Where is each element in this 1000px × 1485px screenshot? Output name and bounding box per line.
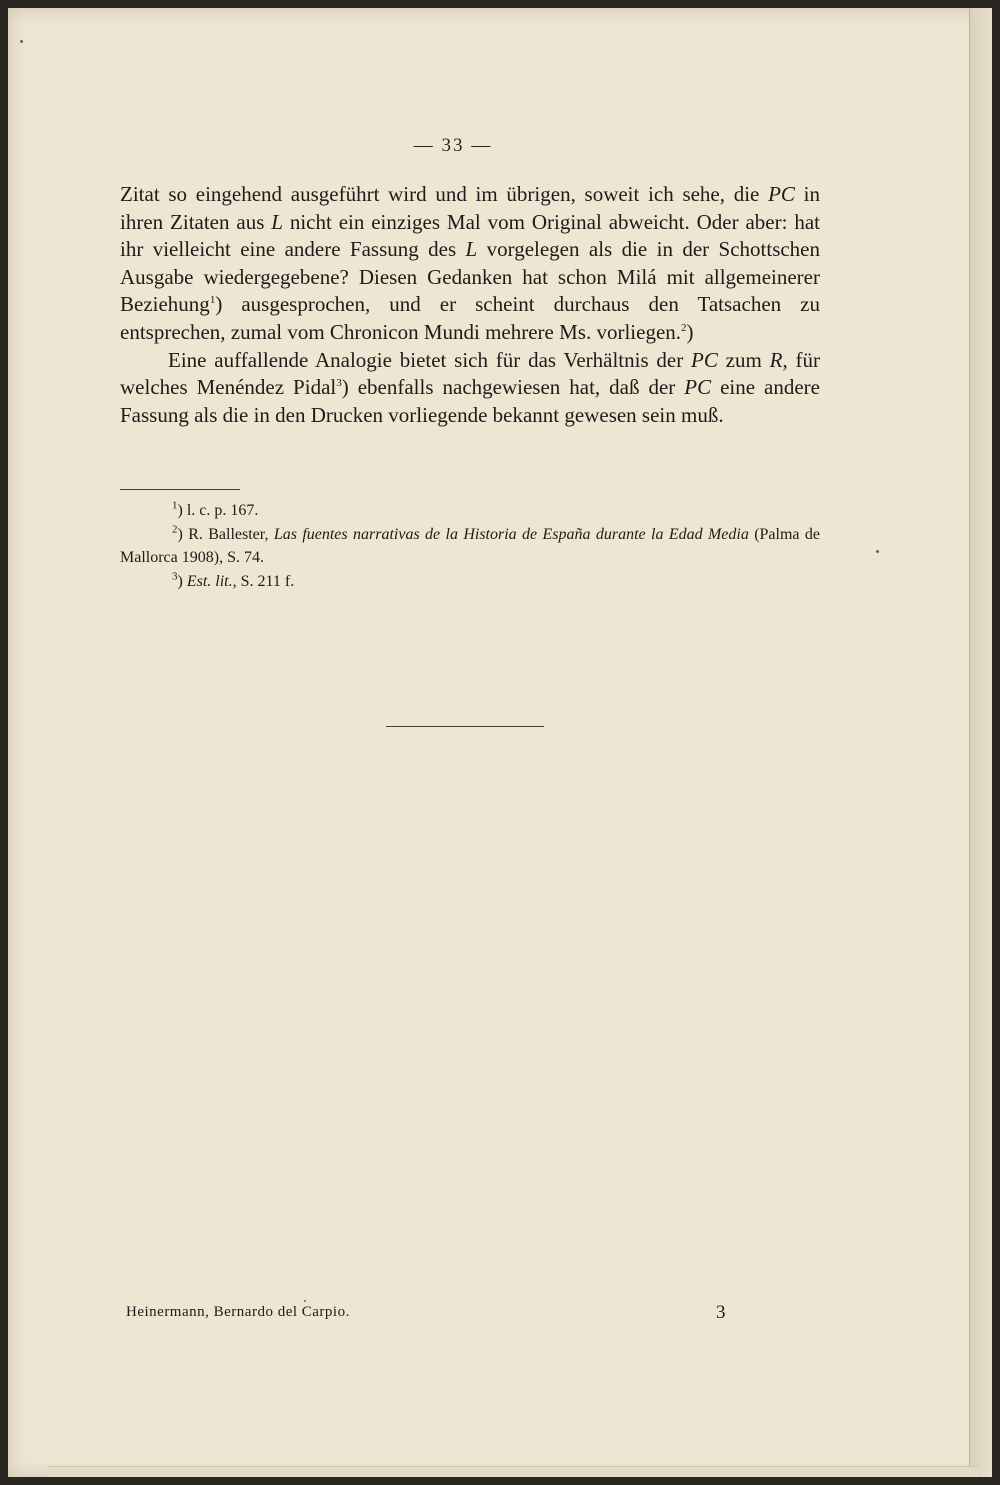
text-run: Zitat so eingehend ausgeführt wird und im übrigen, soweit ich sehe, die	[120, 182, 769, 206]
footnote-text: , S. 211 f.	[232, 572, 295, 590]
text-run: vorgelegen als die in der Schottschen Ausgabe wiedergegebene? Diesen Gedanken hat schon Milá mit allgemeinerer Beziehung	[120, 237, 821, 317]
footnote-separator	[120, 489, 240, 490]
text-run: eine andere Fassung als die in den Drucken vorliegende bekannt gewesen sein muß.	[120, 375, 820, 427]
paragraph-2	[120, 347, 820, 430]
footnote-text: ) l. c. p. 167.	[177, 502, 259, 519]
text-run: zum	[717, 347, 770, 372]
italic-run: PC	[691, 347, 718, 372]
footnote-marker: 1	[209, 294, 216, 307]
footnote-text: (Palma de Mallorca 1908), S. 74.	[120, 525, 820, 567]
footnote-2	[120, 523, 820, 570]
footnote-1	[120, 499, 820, 523]
page-number: — 33 —	[413, 135, 493, 156]
text-run: , für welches Menéndez Pidal	[120, 347, 820, 400]
italic-run: L	[271, 209, 283, 234]
body-text	[120, 181, 820, 429]
paper-speck	[304, 1300, 306, 1302]
section-end-rule	[386, 726, 544, 727]
text-run: )	[686, 319, 694, 344]
text-run: nicht ein einziges Mal vom Original abweicht. Oder aber: hat ihr vielleicht eine andere Fassung des	[120, 209, 820, 262]
footnote-number: 2	[172, 523, 178, 536]
text-run: ) ausgesprochen, und er scheint durchaus den Tatsachen zu entsprechen, zumal vom Chronicon Mundi mehrere Ms. vorliegen.	[120, 292, 820, 344]
page-edge	[969, 8, 992, 1477]
footnote-text: )	[177, 572, 187, 590]
italic-run: R	[769, 347, 783, 372]
footnote-title: Est. lit.	[186, 572, 233, 590]
text-run: Eine auffallende Analogie bietet sich für das Verhältnis der	[168, 347, 692, 372]
italic-run: PC	[684, 375, 712, 400]
footnote-number: 1	[172, 499, 178, 512]
footnote-3	[120, 570, 820, 594]
footnote-title: Las fuentes narrativas de la Historia de España durante la Edad Media	[273, 525, 749, 543]
signature-line: Heinermann, Bernardo del Carpio.	[126, 1304, 350, 1320]
italic-run: PC	[768, 182, 795, 206]
text-run: ) ebenfalls nachgewiesen hat, daß der	[341, 375, 685, 400]
footnote-marker: 3	[336, 377, 342, 390]
document-page	[8, 8, 992, 1477]
italic-run: L	[465, 237, 478, 262]
footnote-text: ) R. Ballester,	[177, 525, 274, 543]
paper-speck	[20, 40, 23, 43]
paragraph-1	[120, 181, 820, 347]
footnotes	[120, 499, 820, 593]
page-bottom-edge	[48, 1466, 978, 1477]
text-run: in ihren Zitaten aus	[120, 182, 820, 234]
paper-speck	[876, 550, 879, 553]
signature-number: 3	[716, 1302, 726, 1323]
footnote-marker: 2	[681, 321, 687, 334]
footnote-number: 3	[172, 570, 178, 583]
